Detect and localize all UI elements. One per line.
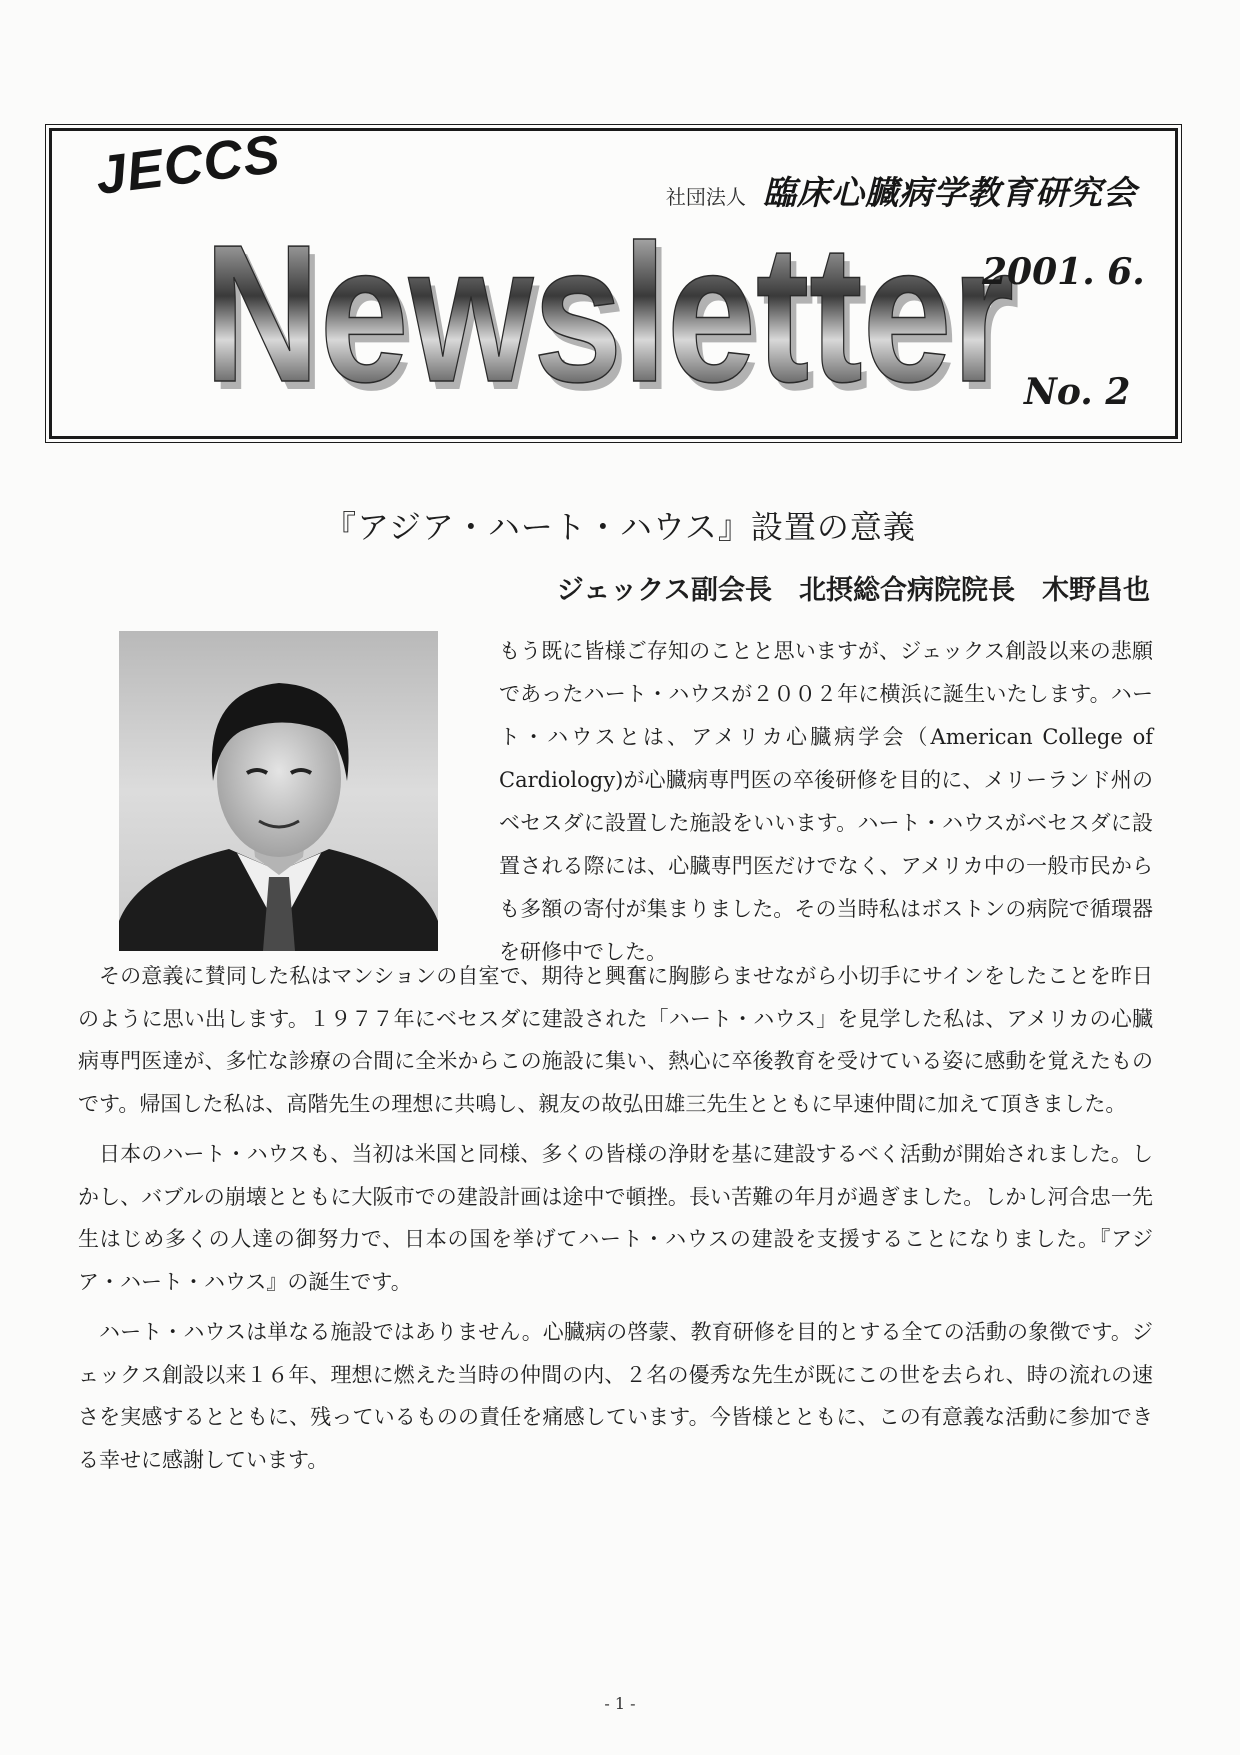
article-title: 『アジア・ハート・ハウス』設置の意義 <box>324 508 916 546</box>
jeccs-logo: JECCS <box>92 123 284 207</box>
org-prefix: 社団法人 <box>665 185 746 209</box>
newsletter-title <box>202 229 1032 409</box>
masthead <box>49 123 1178 439</box>
org-name: 臨床心臓病学教育研究会 <box>763 173 1137 212</box>
newsletter-title-shadow: Newsletter <box>210 229 1020 409</box>
issue-date: 2001. 6. <box>982 251 1145 293</box>
issue-number: No. 2 <box>1024 371 1131 413</box>
page-number: - 1 - <box>604 1694 636 1713</box>
author-portrait <box>119 631 438 951</box>
article-paragraph: 日本のハート・ハウスも、当初は米国と同様、多くの皆様の浄財を基に建設するべく活動が開始されました。しかし、バブルの崩壊とともに大阪市での建設計画は途中で頓挫。長い苦難の年月が過ぎました。しかし河合忠一先生はじめ多くの人達の御努力で、日本の国を挙げてハート・ハウスの建設を支援することになりました。『アジア・ハート・ハウス』の誕生です。 <box>78 1142 1153 1294</box>
article-paragraph: ハート・ハウスは単なる施設ではありません。心臓病の啓蒙、教育研修を目的とする全ての活動の象徴です。ジェックス創設以来１６年、理想に燃えた当時の仲間の内、２名の優秀な先生が既にこの世を去られ、時の流れの速さを実感するとともに、残っているものの責任を痛感しています。今皆様とともに、この有意義な活動に参加できる幸せに感謝しています。 <box>78 1320 1153 1472</box>
author-byline: ジェックス副会長 北摂総合病院院長 木野昌也 <box>556 575 1150 606</box>
organization-name <box>666 167 1137 214</box>
article-intro: もう既に皆様ご存知のことと思いますが、ジェックス創設以来の悲願であったハート・ハウスが２００２年に横浜に誕生いたします。ハート・ハウスとは、アメリカ心臓病学会（American College of Cardiology)が心臓病専門医の卒後研修を目的に、メリーランド州のベセスダに設置した施設をいいます。ハート・ハウスがベセスダに設置される際には、心臓専門医だけでなく、アメリカ中の一般市民からも多額の寄付が集まりました。その当時私はボストンの病院で循環器を研修中でした。 <box>499 639 1153 964</box>
newsletter-title-face: Newsletter <box>204 229 1014 409</box>
article-paragraph: その意義に賛同した私はマンションの自室で、期待と興奮に胸膨らませながら小切手にサインをしたことを昨日のように思い出します。１９７７年にベセスダに建設された「ハート・ハウス」を見学した私は、アメリカの心臓病専門医達が、多忙な診療の合間に全米からこの施設に集い、熱心に卒後教育を受けている姿に感動を覚えたものです。帰国した私は、高階先生の理想に共鳴し、親友の故弘田雄三先生とともに早速仲間に加えて頂きました。 <box>78 964 1153 1116</box>
article-body <box>78 955 1153 1489</box>
